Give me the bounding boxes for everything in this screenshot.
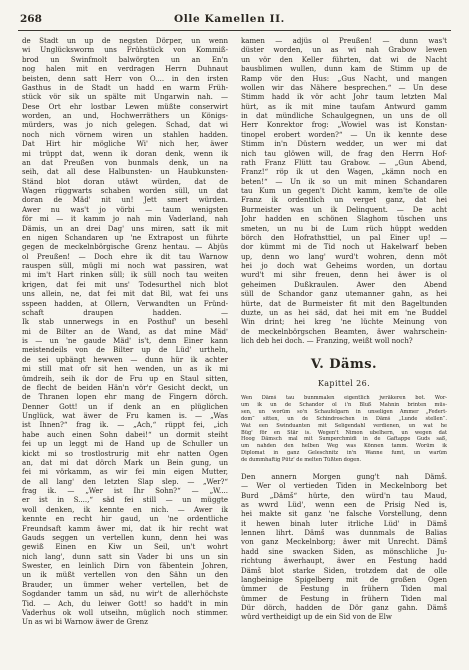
text-line: worden, an und, Hochwerräthers un Königs-	[22, 111, 228, 120]
text-line: rauspen süll, mügli mi noch wat passiren, wat	[22, 261, 228, 270]
text-line: Johr hadden en schönen Slaghom tüschen uns	[241, 214, 447, 224]
right-column-bottom-text	[241, 472, 447, 622]
text-line: Unglück, wat äwer de Fru kamen is. — „Was	[22, 411, 228, 420]
text-line: süll de Schandor ganz utemanner gahn, as hei	[241, 289, 447, 299]
text-line: Stimm hadd ik vör acht Johr taum letzten Mal	[241, 92, 447, 102]
text-line: Stimm in'n Düstern wedder, un wer mi dat	[241, 139, 447, 149]
text-line: kamen — adjüs ol Preußen! — dunn was't	[241, 36, 447, 45]
text-line: noch nich vörnem wiren un stahlen hadden.	[22, 129, 228, 139]
text-line: Brauder, un ümmer weher vertellen, bet de	[22, 579, 228, 589]
text-line: kennte en recht hir gaud, un 'ne ordentliche	[22, 514, 228, 524]
chapter-heading: Kapittel 26.	[317, 379, 371, 389]
header-rule	[18, 30, 451, 31]
text-line: Ramp vör den Hus: „Gus Nacht, und mangen	[241, 73, 447, 83]
text-line: rath Franz Flütt tau Grabow. — „Gun Abend,	[241, 157, 447, 167]
text-line: wurd't mi sihr freuen, denn hei äwer is ol	[241, 270, 447, 280]
right-text-column	[241, 36, 447, 656]
text-line: gegen de meckelnbörgische Grenz hentau. — Abjüs	[22, 242, 228, 252]
text-line: hei jo doch wat Geheims worden, un dortau	[241, 261, 447, 270]
text-line: mürders, was jo nich gelegen. Schad, dat wi	[22, 120, 228, 130]
text-line: Franz ik ordentlich un verget ganz, dat hei	[241, 195, 447, 205]
text-line: sspeen hadden, at Ollern, Verwandten un Fründ-	[22, 298, 228, 308]
text-line: an dat Preußen von bunmals denk, un na	[22, 157, 228, 167]
text-line: en nigen Schandaren up 'ne Extrapost un führte	[22, 232, 228, 242]
text-line: nich lang', dunn satt sin Vader bi uns un sin	[22, 551, 228, 561]
text-line: Franz!“ röp ik ut den Wagen, „kämn noch en	[241, 167, 447, 177]
text-line: stück vör sik un spälte mit Ungarwin nah. —	[22, 92, 228, 102]
text-line: hürt, as ik mit mine taufam Antwurd gamm	[241, 101, 447, 111]
text-line: hürte, dat de Burmeister fit mit den Bageltunden	[241, 298, 447, 308]
text-line: hei makte sit ganz 'ne falsche Vorstellung, denn	[241, 509, 447, 519]
summary-line: Diplomat in ganz Geleschnitz in'n Wanne fumt, un warüm	[241, 450, 447, 457]
text-line: börch den Hofrathsttiel, un pal Einer up! —	[241, 232, 447, 242]
text-line: Tid. — Ach, du leiwer Gott! so hadd't in min	[22, 598, 228, 608]
text-line: bausblimen wullen, dunn kam de Stimm up de	[241, 64, 447, 74]
text-line: de Stadt un up de negsten Dörper, un wenn	[22, 36, 228, 45]
text-line: wollen wir das Nähere besprechen.“ — Un dese	[241, 82, 447, 92]
text-line: Burd „Dämš“ hürte, den würd'n tau Maud,	[241, 490, 447, 500]
text-line: ümdreih, seih ik dor de Fru up en Staul sitten,	[22, 373, 228, 383]
summary-line: Wen Dämš tau bunmmalen eigentlich jwräkeren bot. Wor-	[241, 395, 447, 402]
text-line: ist Ihnen?“ frag ik. — „Ach,“ rüppt fei, „ich	[22, 420, 228, 430]
text-line: düster worden, un as wi nah Grabow lewen	[241, 45, 447, 55]
text-line: Wagen rüggwarts schaben worden süll, un dat	[22, 186, 228, 195]
summary-line: Büg' för en Stär is. Wegen't Nimon ubelhern, un wegen dat	[241, 429, 447, 436]
text-line: von ganz Meckelnborg; äwer mit Unrecht. Dämš	[241, 537, 447, 547]
text-line: nich tau glöwen will, de frag den Herrn Hof-	[241, 148, 447, 158]
text-line: gewiß Einen en Kiw un Seil, un't wohrt	[22, 542, 228, 552]
text-line: brod un Swinfmolt balwörgten un an En'n	[22, 54, 228, 64]
text-line: beisten, denn satt Herr von O.... in den irsten	[22, 73, 228, 83]
text-line: fei up un leggt mi de Hand up de Schuller un	[22, 439, 228, 449]
text-line: in dat mündliche Schaulgegnen, un uns de oll	[241, 111, 447, 120]
text-line: geheimen Dußkraulen. Awer den Abend	[241, 279, 447, 289]
text-line: Dämš blot starke Siden, trotzdem dat de olle	[241, 565, 447, 575]
text-line: ümmer de Festung in frühern Tiden mal	[241, 593, 447, 603]
text-line: is — un 'ne gaude Mäd' is't, denn Einer kann	[22, 336, 228, 345]
text-line: an, dat mi dat dörch Mark un Bein gung, un	[22, 457, 228, 467]
text-line: för mi — it kamm jo nah min Vaderland, nah	[22, 214, 228, 224]
text-line: richtung äwerhaupt, äwer en Festung hadd	[241, 556, 447, 566]
text-line: Gauds seggen un vertellen kunn, denn hei was	[22, 532, 228, 542]
text-line: Herr Konrektor frog: „Wowiel was ist Konstan-	[241, 120, 447, 130]
text-line: up, denn wo lang' wurd't wohren, denn möt	[241, 251, 447, 261]
page-number: 268	[20, 13, 42, 25]
text-line: de Thranen lopen ehr mang de Fingern dörch.	[22, 392, 228, 402]
text-line: Un as wi bi Warnow äwer de Grenz	[22, 617, 148, 627]
text-line: woll denken, ik kennte en nich. — Awer ik	[22, 504, 228, 514]
text-line: Awer nu was't jo vörbi — taum wenigsten	[22, 204, 228, 214]
text-line: Dür dörch, hadden de Dör ganz gahn. Dämš	[241, 603, 447, 613]
text-line: as wwrd Lüd', wenn een de Prisig Ned is,	[241, 499, 447, 509]
text-line: mi trüppt dat, wenn ik doran denk, wenn ik	[22, 148, 228, 158]
text-line: Burmeister was un ik Delinquent. — De acht	[241, 204, 447, 214]
text-line: würd vertheidigt up de ein Sid von de Elw	[241, 612, 392, 622]
text-line: mi de Bilter an de Wand, as dat mine Mäd'	[22, 326, 228, 336]
text-line: de all lang' den letzten Slap slep. — „Wer?“	[22, 476, 228, 486]
text-line: beten!“ — Un ik so un mit minen Schandaren	[241, 176, 447, 186]
chapter-summary	[241, 395, 447, 463]
right-column-top-text	[241, 36, 447, 345]
summary-line: dom“ sitten, un de Schindroschen in Dämš „Lunde stellen“.	[241, 415, 447, 422]
text-line: Swester, en leinlich Dirn von fäbentein Johren,	[22, 561, 228, 570]
text-line: habe auch einen Sohn dabei!“ un dormit steiht	[22, 429, 228, 439]
text-line: nog halen mit en verdragen Herrn Duhnaut	[22, 64, 228, 74]
text-line: seih, dat all dese Halbunsten- un Haubkunsten-	[22, 167, 228, 177]
text-line: smeten, un nu bi de Lum rüch hüppt wedden	[241, 223, 447, 233]
text-line: mi im't Hart rinken süll; ik süll noch tau weiten	[22, 270, 228, 280]
text-line: ümmer de Festung in frühern Tiden mal	[241, 584, 447, 594]
text-line: langbeinige Spigelberg mit de großen Ogen	[241, 574, 447, 584]
text-line: Dämis, un an drei Dag' uns miren, satt ik mit	[22, 223, 228, 233]
summary-line: sen, un worüm so'n Schaufelgarn in unseligen Ammer „Federt-	[241, 409, 447, 416]
text-line: de sei upbängt hewwen — dunn hür ik achter	[22, 354, 228, 364]
text-line: de meckelnbörgschen Beamten, äwer wahrschein-	[241, 326, 447, 336]
text-line: Ik stab unnerwegs in en Posthuf' un besehl	[22, 317, 228, 327]
summary-line: um nahden den helben Weg was Können tamm. Worüm ik	[241, 443, 447, 450]
summary-line: um ik un de Schandor ol i'n Bluß Mahnin brinten müs-	[241, 402, 447, 409]
text-line: un ik müßt vertellen von den Sähn un den	[22, 570, 228, 580]
text-line: Freundsaft kamm äwer mi, dat ik hir recht wat	[22, 523, 228, 533]
left-text-column	[22, 36, 228, 656]
text-line: ol Preußen! — Doch ehre ik dit tau Warnow	[22, 251, 228, 261]
summary-line: de dummhaftig Pütz' de melten Tüßten dogen.	[241, 456, 362, 463]
text-line: Win drint; hei kreg 'ne lüchte Meinung von	[241, 317, 447, 327]
text-line: Sogdander tamm un säd, nu wir't de allerhöchste	[22, 589, 228, 599]
text-line: Denner Gott! un if denk an en plüglichen	[22, 401, 228, 411]
section-title: V. Däms.	[310, 357, 378, 373]
text-line: Vaderhus ok woll utseihn, müglich noch stimmer.	[22, 607, 228, 617]
text-line: dor kümmt mi de Tid noch ut Hakelwarf beben	[241, 242, 447, 252]
text-line: tau Kum un gegen't Dicht kamm, kem'te de olle	[241, 186, 447, 195]
text-line: de flecht de beiden Hän'n vör'r Gesicht deckt, un	[22, 382, 228, 392]
text-line: er ist in S....,“ säd fei still — un müggte	[22, 495, 228, 505]
text-line: frag ik. — „Wer ist Ihr Sohn?“ — „W....	[22, 486, 228, 495]
text-line: un vör den Keller führten, dat wi de Nacht	[241, 54, 447, 64]
text-line: Gasthus in de Stadt un hadd en warm Früh-	[22, 82, 228, 92]
text-line: krigen, dat fei mit uns' Todesurthel nich blot	[22, 279, 228, 289]
text-line: it hewen binah luter itrliche Lüd' in Dämš	[241, 518, 447, 528]
text-line: Dese Ort ehr lostbar Lewen müßte conserwirt	[22, 101, 228, 111]
page-header	[20, 11, 447, 27]
text-line: meistendeils von de Bilter up de Lüd' urtheln,	[22, 345, 228, 355]
text-line: — Wer ol vertieden Tiden in Meckelnborg bet	[241, 481, 447, 491]
text-line: uns allein, ne, dat fei mit dat Bil, wat fei uns	[22, 289, 228, 299]
text-line: hadd sine swacken Siden, as mönschliche Ju-	[241, 546, 447, 556]
text-line: doran de Mäd' nit un! Jett smert würden.	[22, 195, 228, 205]
text-line: wi Unglücksworm uns Frühstück von Kommiß-	[22, 45, 228, 55]
summary-line: Wat een Swinduanten mit Seligendahl verdienen, un wat he	[241, 422, 447, 429]
text-line: schaft draupen hadden. —	[22, 307, 228, 317]
text-line: Dat Hirt hir mögliche Wi' nich her, äwer	[22, 139, 228, 149]
text-line: duzte, un as hei säd, dat hei mit em 'ne Buddel	[241, 307, 447, 317]
text-line: Den annern Morgen gung't nah Dämš.	[241, 471, 447, 481]
text-line: mi still mat ofr sit hen wenden, un as ik mi	[22, 364, 228, 374]
text-line: lich deb hei doch. — Franzing, weißt woll noch?	[241, 336, 413, 345]
summary-line: Hoog Dämsch mal mit Sumperchmidi in de Gaftappe Guds saß,	[241, 436, 447, 443]
text-line: fei mi vörkamm, as wir fei min eigen Mutter,	[22, 467, 228, 477]
running-title: Olle Kamellen II.	[174, 13, 285, 25]
text-line: kickt mi so trostlostrurig mit ehr natten Ogen	[22, 448, 228, 458]
text-line: lennen lihrt. Dämš was dunnmals de Balias	[241, 528, 447, 538]
text-line: Ständ blot doran utäwt würden, dat de	[22, 176, 228, 186]
text-line: tinopel erobert worden?“ — Un ik kennte dese	[241, 129, 447, 139]
